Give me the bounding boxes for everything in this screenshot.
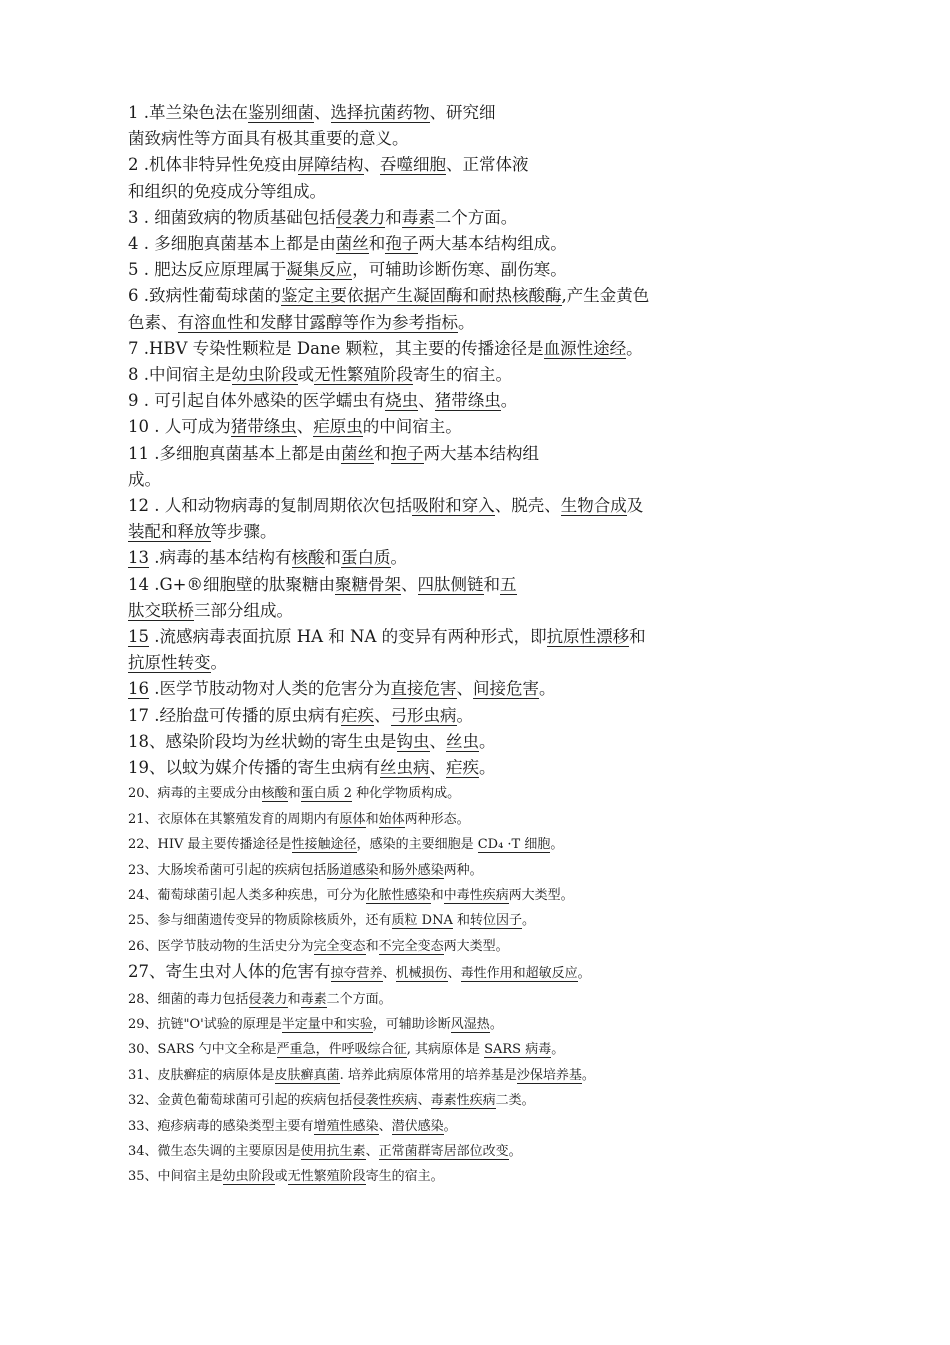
underlined-answer: 抱子 <box>390 443 424 463</box>
text-run: 4 . 多细胞真菌基本上都是由 <box>128 234 336 254</box>
text-run: 。 <box>577 966 591 982</box>
text-line <box>128 1139 848 1164</box>
text-line <box>128 493 848 519</box>
underlined-answer: 五 <box>500 574 517 594</box>
underlined-answer: 菌丝 <box>335 234 369 254</box>
underlined-answer: 间接危害 <box>473 679 539 699</box>
text-run: 。 <box>479 731 496 751</box>
text-run: 12 . 人和动物病毒的复制周期依次包括 <box>128 496 413 516</box>
text-run: 。 <box>443 1118 457 1134</box>
text-line <box>128 257 848 283</box>
underlined-answer: 直接危害 <box>390 679 457 699</box>
text-run: .病毒的基本结构有 <box>149 548 292 568</box>
text-run: 。 <box>626 338 643 358</box>
underlined-answer: 无性繁殖阶段 <box>287 1169 366 1185</box>
text-run: 11 .多细胞真菌基本上都是由 <box>128 443 341 463</box>
text-run: 22、HIV 最主要传播途径是 <box>128 837 292 853</box>
text-run: 和 <box>452 913 471 929</box>
text-line <box>128 1114 848 1139</box>
underlined-answer: CD₄ ·T 细胞 <box>477 837 551 853</box>
text-run: ，感染的主要细胞是 <box>356 837 478 853</box>
underlined-answer: 血源性途经 <box>543 338 627 358</box>
underlined-answer: 沙保培养基 <box>516 1067 582 1083</box>
underlined-answer: 肠外感染 <box>391 862 444 878</box>
underlined-answer: 蛋白质 2 <box>300 786 352 802</box>
text-run: 32、金黄色葡萄球菌可引起的疾病包括 <box>128 1093 353 1109</box>
text-run: 和 <box>365 938 379 954</box>
text-run: 两大类型。 <box>508 887 574 903</box>
text-run: 29、抗链"O'试验的原理是 <box>128 1016 282 1032</box>
text-line <box>128 572 848 598</box>
text-run: 、研究细 <box>429 103 496 122</box>
text-run: 两大类型。 <box>443 938 509 954</box>
text-run: 。 <box>550 837 564 853</box>
text-run: 、 <box>374 705 391 725</box>
text-line <box>128 624 848 650</box>
underlined-answer: 肽交联桥 <box>128 600 194 620</box>
text-run: 。 <box>458 312 475 332</box>
text-run: 24、葡萄球菌引起人类多种疾患，可分为 <box>128 887 366 903</box>
text-run: 20、病毒的主要成分由 <box>128 786 262 802</box>
text-run: 。 <box>508 1143 522 1159</box>
underlined-answer: 抗原性转变 <box>128 653 211 673</box>
underlined-answer: 吞噬细胞 <box>380 155 446 175</box>
underlined-answer: 核酸 <box>291 548 325 568</box>
text-run: ,产生金黄色 <box>561 286 650 306</box>
text-line <box>128 934 848 959</box>
text-run: 和 <box>324 548 341 568</box>
underlined-answer: SARS 病毒 <box>484 1042 552 1058</box>
underlined-answer: 菌丝 <box>341 443 374 463</box>
text-run: 三部分组成。 <box>194 600 293 620</box>
underlined-answer: 弓形虫病 <box>390 705 457 725</box>
text-line <box>128 908 848 933</box>
text-run: 和 <box>287 786 301 802</box>
text-run: 17 .经胎盘可传播的原虫病有 <box>128 705 341 725</box>
underlined-answer: 孢子 <box>385 234 419 254</box>
text-run: 1 .革兰染色法在 <box>128 103 248 122</box>
underlined-answer: 侵袭性疾病 <box>352 1093 418 1109</box>
underlined-answer: 机械损伤 <box>395 966 448 982</box>
text-run: ，可辅助诊断 <box>372 1016 451 1032</box>
underlined-answer: 鉴别细菌 <box>248 103 314 122</box>
underlined-answer: 掠夺营养 <box>330 966 383 982</box>
text-run: 。 <box>539 679 556 699</box>
text-run: .医学节肢动物对人类的危害分为 <box>149 679 391 699</box>
underlined-answer: 烧虫 <box>385 391 419 411</box>
text-line <box>128 283 848 309</box>
underlined-answer: 原体 <box>339 811 366 827</box>
text-run: 。 <box>210 653 227 673</box>
text-run: 。 <box>551 1042 565 1058</box>
text-line <box>128 858 848 883</box>
text-line <box>128 519 848 545</box>
text-run: 19、以蚊为媒介传播的寄生虫病有 <box>128 758 380 778</box>
text-run: .流感病毒表面抗原 HA 和 NA 的变异有两种形式，即 <box>149 627 547 647</box>
text-run: 色素、 <box>128 312 178 332</box>
underlined-answer: 毒素性疾病 <box>430 1093 496 1109</box>
text-run: 。 <box>581 1067 595 1083</box>
underlined-answer: 选择抗菌药物 <box>330 103 430 122</box>
text-run: 23、大肠埃希菌可引起的疾病包括 <box>128 862 327 878</box>
text-run: 2 .机体非特异性免疫由 <box>128 155 298 175</box>
underlined-answer: 幼虫阶段 <box>231 365 298 385</box>
text-run: 、 <box>447 966 461 982</box>
text-run: 6 .致病性葡萄球菌的 <box>128 286 281 306</box>
underlined-answer: 疟原虫 <box>313 417 363 437</box>
text-run: 、 <box>429 758 446 778</box>
underlined-answer: 化脓性感染 <box>365 887 431 903</box>
text-line <box>128 1012 848 1037</box>
text-run: 26、医学节肢动物的生活史分为 <box>128 938 314 954</box>
text-run: 。 <box>479 758 496 778</box>
text-run: 寄生的宿主。 <box>365 1169 444 1185</box>
underlined-answer: 钩虫 <box>396 731 430 751</box>
underlined-answer: 丝虫 <box>446 731 479 751</box>
text-line <box>128 676 848 702</box>
text-run: 和 <box>483 574 500 594</box>
text-run: 。 <box>489 1016 503 1032</box>
underlined-answer: 半定量中和实验 <box>281 1016 373 1032</box>
text-run: 菌致病性等方面具有极其重要的意义。 <box>128 129 409 149</box>
underlined-answer: 增殖性感染 <box>313 1118 379 1134</box>
underlined-answer: 不完全变态 <box>378 938 444 954</box>
text-run: 、 <box>418 391 435 411</box>
text-line <box>128 179 848 205</box>
text-run: 种化学物质构成。 <box>351 786 461 802</box>
underlined-answer: 潜伏感染 <box>391 1118 444 1134</box>
underlined-answer: 幼虫阶段 <box>222 1169 275 1185</box>
underlined-answer: 质粒 DNA <box>391 913 453 929</box>
text-line <box>128 959 848 986</box>
underlined-answer: 中毒性疾病 <box>443 887 509 903</box>
text-run: 、 <box>314 103 331 122</box>
underlined-answer: 鉴定主要依据产生凝固酶和耐热核酸酶 <box>281 286 562 306</box>
underlined-answer: 皮肤癣真菌 <box>274 1067 340 1083</box>
document-body <box>128 100 848 1190</box>
text-run: 3 . 细菌致病的物质基础包括 <box>128 207 336 227</box>
text-run: 和 <box>368 234 386 254</box>
underlined-answer: 猪带绦虫 <box>230 417 297 437</box>
text-line <box>128 1063 848 1088</box>
text-run: 5 . 肥达反应原理属于 <box>128 260 287 280</box>
text-run: 及 <box>626 496 644 516</box>
text-run: 两大基本结构组 <box>423 443 539 463</box>
underlined-answer: 毒素 <box>300 991 327 1007</box>
underlined-answer: 有溶血性和发酵甘露醇等作为参考指标 <box>177 312 458 332</box>
text-line <box>128 467 848 493</box>
text-run: , 其病原体是 <box>406 1042 485 1058</box>
text-line <box>128 1037 848 1062</box>
text-run: 和 <box>374 443 391 463</box>
text-run: 和 <box>378 862 392 878</box>
underlined-answer: 毒性作用和超敏反应 <box>460 966 578 982</box>
underlined-answer: 侵袭力 <box>248 991 288 1007</box>
text-run: 、正常体液 <box>446 155 529 175</box>
text-run: 或 <box>297 365 314 385</box>
underlined-answer: 严重急，件呼吸综合征 <box>276 1042 407 1058</box>
text-line <box>128 755 848 781</box>
underlined-answer: 丝虫病 <box>380 758 430 778</box>
text-run: 和 <box>430 887 444 903</box>
text-run: 、 <box>417 1093 431 1109</box>
underlined-answer: 始体 <box>378 811 405 827</box>
text-run: ，可辅助诊断伤寒、副伤寒。 <box>352 260 567 280</box>
underlined-answer: 核酸 <box>261 786 288 802</box>
text-run: 18、感染阶段均为丝状蚴的寄生虫是 <box>128 731 397 751</box>
text-line <box>128 598 848 624</box>
text-line <box>128 987 848 1012</box>
text-line <box>128 650 848 676</box>
text-line <box>128 1164 848 1189</box>
text-run: 和组织的免疫成分等组成。 <box>128 181 326 201</box>
text-line <box>128 441 848 467</box>
text-run: 27、寄生虫对人体的危害有 <box>128 962 331 982</box>
text-run: 成。 <box>128 469 161 489</box>
text-run: 30、SARS 勺中文全称是 <box>128 1042 277 1058</box>
underlined-answer: 15 <box>128 627 149 647</box>
text-run: 25、参与细菌遗传变异的物质除核质外，还有 <box>128 913 392 929</box>
text-line <box>128 414 848 440</box>
underlined-answer: 无性繁殖阶段 <box>314 365 413 385</box>
underlined-answer: 猪带绦虫 <box>434 391 501 411</box>
text-run: 8 .中间宿主是 <box>128 365 232 385</box>
text-run: 。 <box>500 391 518 411</box>
underlined-answer: 肠道感染 <box>326 862 379 878</box>
text-run: 二个方面。 <box>434 207 518 227</box>
text-line <box>128 100 848 126</box>
text-run: 、 <box>363 155 380 175</box>
text-run: 和 <box>287 991 301 1007</box>
text-run: 、 <box>378 1118 392 1134</box>
text-run: 33、疱疹病毒的感染类型主要有 <box>128 1118 314 1134</box>
text-run: 二类。 <box>495 1093 535 1109</box>
text-run: 7 .HBV 专染性颗粒是 Dane 颗粒，其主要的传播途径是 <box>128 338 544 358</box>
text-run: . 培养此病原体常用的培养基是 <box>339 1067 517 1083</box>
text-run: 14 .G+®细胞壁的肽聚糖由 <box>128 574 335 594</box>
text-run: 10 . 人可成为 <box>128 417 231 437</box>
text-run: 和 <box>629 627 646 647</box>
text-run: 寄生的宿主。 <box>413 365 512 385</box>
text-run: 、 <box>365 1143 379 1159</box>
underlined-answer: 疟疾 <box>341 705 374 725</box>
text-run: 两大基本结构组成。 <box>418 234 567 254</box>
text-line <box>128 336 848 362</box>
text-line <box>128 883 848 908</box>
text-run: 和 <box>365 811 379 827</box>
text-run: 两种形态。 <box>404 811 470 827</box>
text-run: 等步骤。 <box>210 522 277 542</box>
underlined-answer: 蛋白质 <box>341 548 391 568</box>
text-line <box>128 545 848 571</box>
text-run: 28、细菌的毒力包括 <box>128 991 249 1007</box>
text-run: 。 <box>522 913 536 929</box>
text-line <box>128 205 848 231</box>
text-line <box>128 362 848 388</box>
text-run: 和 <box>385 207 402 227</box>
underlined-answer: 正常菌群寄居部位改变 <box>378 1143 509 1159</box>
text-run: 、 <box>456 679 473 699</box>
underlined-answer: 抗原性漂移 <box>546 627 630 647</box>
underlined-answer: 凝集反应 <box>286 260 353 280</box>
text-run: 、脱壳、 <box>494 496 561 516</box>
text-line <box>128 1088 848 1113</box>
underlined-answer: 装配和释放 <box>128 522 211 542</box>
text-run: 、 <box>429 731 446 751</box>
text-run: 或 <box>274 1169 288 1185</box>
text-line <box>128 807 848 832</box>
text-run: 。 <box>390 548 407 568</box>
text-line <box>128 781 848 806</box>
underlined-answer: 13 <box>128 548 149 568</box>
underlined-answer: 性接触途径 <box>291 837 357 853</box>
underlined-answer: 聚糖骨架 <box>335 574 401 594</box>
text-line <box>128 729 848 755</box>
text-run: 两种。 <box>443 862 483 878</box>
text-line <box>128 152 848 178</box>
underlined-answer: 吸附和穿入 <box>412 496 495 516</box>
text-line <box>128 310 848 336</box>
underlined-answer: 完全变态 <box>313 938 366 954</box>
underlined-answer: 16 <box>128 679 149 699</box>
text-run: 35、中间宿主是 <box>128 1169 223 1185</box>
underlined-answer: 转位因子 <box>470 913 523 929</box>
text-run: 9 . 可引起自体外感染的医学蠕虫有 <box>128 391 386 411</box>
text-run: 34、微生态失调的主要原因是 <box>128 1143 301 1159</box>
text-run: 21、衣原体在其繁殖发育的周期内有 <box>128 811 340 827</box>
underlined-answer: 四肽侧链 <box>417 574 484 594</box>
underlined-answer: 侵袭力 <box>335 207 386 227</box>
underlined-answer: 屏障结构 <box>297 155 364 175</box>
text-line <box>128 388 848 414</box>
text-line <box>128 703 848 729</box>
text-line <box>128 832 848 857</box>
underlined-answer: 风湿热 <box>450 1016 490 1032</box>
underlined-answer: 疟疾 <box>446 758 479 778</box>
text-run: 、 <box>382 966 396 982</box>
underlined-answer: 毒素 <box>401 207 435 227</box>
text-run: 的中间宿主。 <box>362 417 462 437</box>
underlined-answer: 生物合成 <box>560 496 627 516</box>
text-run: 、 <box>401 574 418 594</box>
text-line <box>128 231 848 257</box>
text-line <box>128 126 848 152</box>
text-run: 。 <box>456 705 473 725</box>
underlined-answer: 使用抗生素 <box>300 1143 366 1159</box>
text-run: 、 <box>296 417 314 437</box>
text-run: 二个方面。 <box>326 991 392 1007</box>
text-run: 31、皮肤癣症的病原体是 <box>128 1067 275 1083</box>
